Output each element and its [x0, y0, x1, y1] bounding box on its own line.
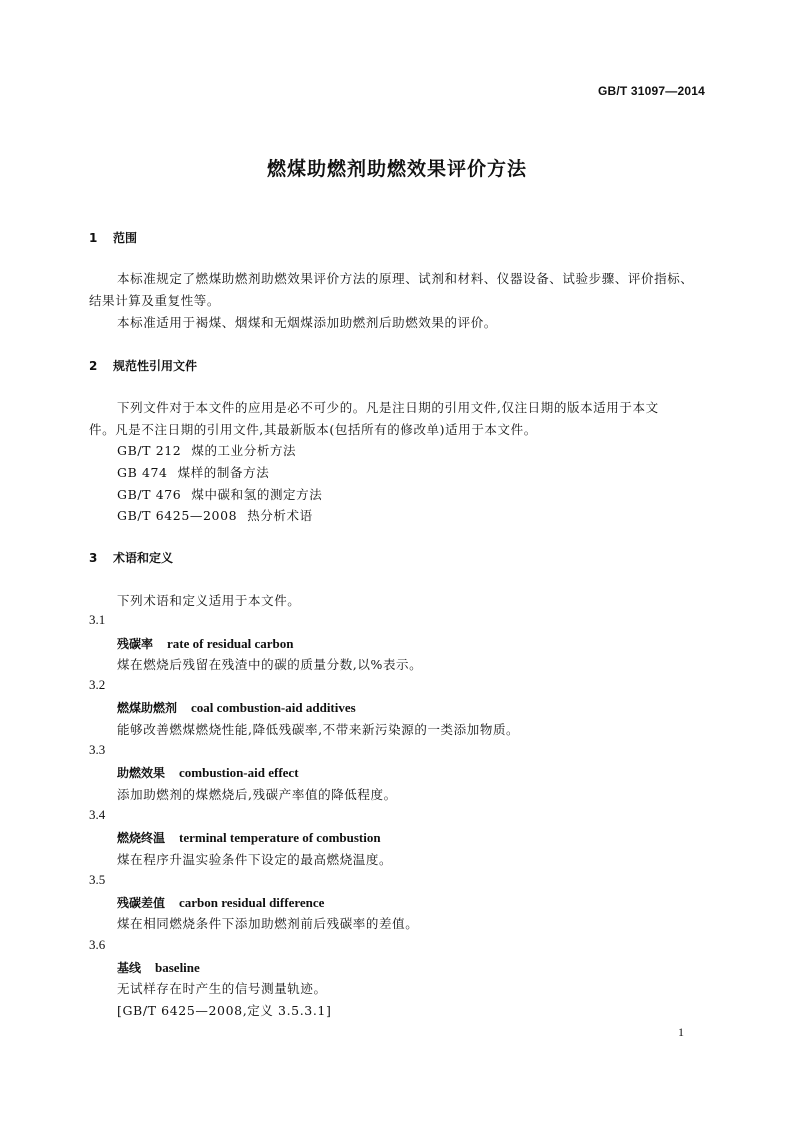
paragraph-line: 本标准规定了燃煤助燃剂助燃效果评价方法的原理、试剂和材料、仪器设备、试验步骤、评价指标、 — [117, 271, 694, 286]
reference-item — [117, 485, 322, 503]
term-entry — [117, 959, 200, 976]
term-en: combustion-aid effect — [179, 765, 299, 780]
document-title: 燃煤助燃剂助燃效果评价方法 — [266, 158, 527, 180]
term-entry — [117, 699, 356, 716]
reference-item — [117, 441, 296, 459]
term-definition: 煤在燃烧后残留在残渣中的碳的质量分数,以%表示。 — [117, 657, 423, 672]
section-title: 规范性引用文件 — [113, 359, 198, 373]
reference-code: GB 474 — [117, 465, 168, 480]
term-source: [GB/T 6425—2008,定义 3.5.3.1] — [117, 1003, 332, 1018]
section-number: 3 — [89, 551, 98, 565]
paragraph-line: 下列文件对于本文件的应用是必不可少的。凡是注日期的引用文件,仅注日期的版本适用于本文 — [117, 400, 659, 415]
section-heading-normative-references — [89, 357, 197, 374]
section-title: 术语和定义 — [113, 551, 174, 565]
term-zh: 残碳率 — [117, 637, 154, 651]
term-entry — [117, 764, 299, 781]
clause-number: 3.6 — [89, 937, 106, 952]
term-en: rate of residual carbon — [167, 636, 294, 651]
term-definition: 煤在相同燃烧条件下添加助燃剂前后残碳率的差值。 — [117, 916, 419, 931]
term-zh: 助燃效果 — [117, 766, 166, 780]
reference-code: GB/T 6425—2008 — [117, 508, 238, 523]
paragraph-line: 结果计算及重复性等。 — [89, 293, 221, 308]
term-definition: 无试样存在时产生的信号测量轨迹。 — [117, 981, 327, 996]
term-entry — [117, 635, 294, 652]
term-definition: 煤在程序升温实验条件下设定的最高燃烧温度。 — [117, 852, 393, 867]
term-zh: 残碳差值 — [117, 896, 166, 910]
paragraph-line: 件。凡是不注日期的引用文件,其最新版本(包括所有的修改单)适用于本文件。 — [89, 422, 537, 437]
term-en: baseline — [155, 960, 200, 975]
reference-title: 热分析术语 — [247, 508, 313, 523]
reference-code: GB/T 212 — [117, 443, 182, 458]
reference-title: 煤中碳和氢的测定方法 — [191, 487, 323, 502]
term-zh: 燃煤助燃剂 — [117, 701, 178, 715]
clause-number: 3.3 — [89, 742, 106, 757]
standard-code: GB/T 31097—2014 — [597, 84, 705, 98]
clause-number: 3.5 — [89, 872, 106, 887]
term-definition: 添加助燃剂的煤燃烧后,残碳产率值的降低程度。 — [117, 787, 397, 802]
paragraph-line: 本标准适用于褐煤、烟煤和无烟煤添加助燃剂后助燃效果的评价。 — [117, 315, 497, 330]
term-en: coal combustion-aid additives — [191, 700, 356, 715]
reference-title: 煤样的制备方法 — [177, 465, 270, 480]
section-title: 范围 — [113, 231, 138, 245]
term-en: carbon residual difference — [179, 895, 325, 910]
section-number: 1 — [89, 231, 98, 245]
paragraph-line: 下列术语和定义适用于本文件。 — [117, 593, 301, 608]
section-number: 2 — [89, 359, 98, 373]
clause-number: 3.2 — [89, 677, 106, 692]
clause-number: 3.4 — [89, 807, 106, 822]
term-entry — [117, 829, 381, 846]
section-heading-scope — [89, 229, 137, 246]
term-definition: 能够改善燃煤燃烧性能,降低残碳率,不带来新污染源的一类添加物质。 — [117, 722, 520, 737]
reference-item — [117, 463, 269, 481]
reference-item — [117, 506, 313, 524]
term-zh: 基线 — [117, 961, 142, 975]
term-entry — [117, 894, 324, 911]
clause-number: 3.1 — [89, 612, 106, 627]
reference-title: 煤的工业分析方法 — [191, 443, 297, 458]
term-zh: 燃烧终温 — [117, 831, 166, 845]
term-en: terminal temperature of combustion — [179, 830, 381, 845]
reference-code: GB/T 476 — [117, 487, 182, 502]
section-heading-terms-and-definitions — [89, 549, 173, 566]
page-number: 1 — [678, 1025, 684, 1039]
